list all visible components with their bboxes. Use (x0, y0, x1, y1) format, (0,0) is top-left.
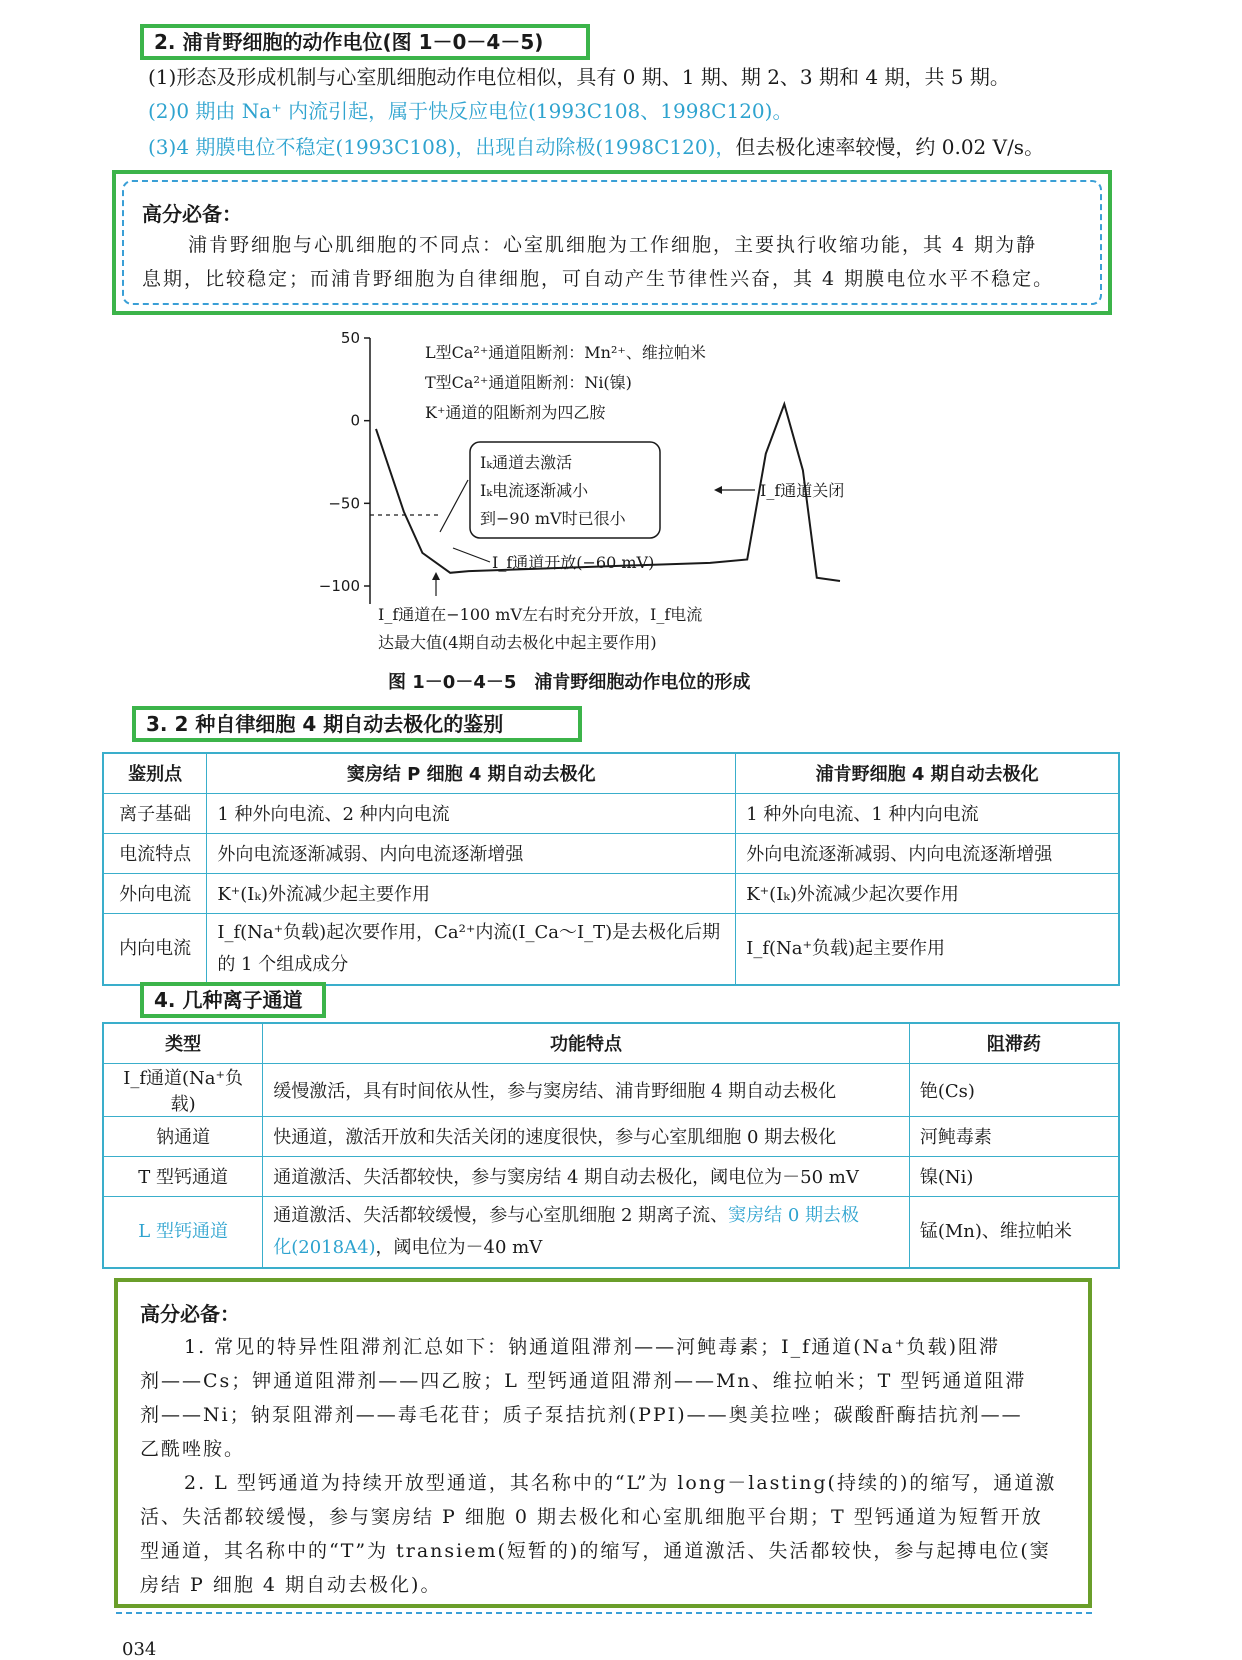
tip-box-2-title: 高分必备： (140, 1302, 240, 1326)
table-cell: I_f(Na⁺负载)起次要作用，Ca²⁺内流(I_Ca～I_T)是去极化后期的 1 个组成成分 (207, 913, 736, 985)
table4-header: 类型 (103, 1023, 263, 1063)
table-cell: 镍(Ni) (909, 1156, 1119, 1196)
section2-heading: 2. 浦肯野细胞的动作电位(图 1－0－4－5) (140, 24, 590, 60)
table4-header-row (103, 1023, 1119, 1063)
figure-caption: 图 1－0－4－5 浦肯野细胞动作电位的形成 (388, 672, 751, 693)
table-cell: 快通道，激活开放和失活关闭的速度很快，参与心室肌细胞 0 期去极化 (263, 1116, 910, 1156)
table-row (103, 913, 1119, 985)
tip-box-1 (112, 170, 1112, 315)
tip-box-2-bottom-dash (116, 1612, 1092, 1614)
tip-box-2-line: 活、失活都较缓慢，参与窦房结 P 细胞 0 期去极化和心室肌细胞平台期；T 型钙通道为短暂开放 (140, 1506, 1043, 1528)
table-cell: 外向电流逐渐减弱、内向电流逐渐增强 (207, 833, 736, 873)
table-row (103, 1196, 1119, 1268)
table-cell: 铯(Cs) (909, 1063, 1119, 1116)
table-cell: 通道激活、失活都较快，参与窦房结 4 期自动去极化，阈电位为－50 mV (263, 1156, 910, 1196)
table-row (103, 1063, 1119, 1116)
y-tick-label: 50 (340, 329, 360, 347)
table-cell: I_f(Na⁺负载)起主要作用 (736, 913, 1119, 985)
section2-p3-blue: (3)4 期膜电位不稳定(1993C108)，出现自动除极(1998C120)， (148, 135, 736, 159)
table-cell: 河鲀毒素 (909, 1116, 1119, 1156)
y-tick-label: 0 (350, 411, 360, 430)
tip-box-1-title: 高分必备： (142, 202, 242, 226)
open-arrow (453, 548, 490, 562)
table-cell: 缓慢激活，具有时间依从性，参与窦房结、浦肯野细胞 4 期自动去极化 (263, 1063, 910, 1116)
tip-box-2-line: 型通道，其名称中的“T”为 transiem(短暂的)的缩写，通道激活、失活都较快，参与起搏电位(窦 (140, 1540, 1051, 1562)
tip-box-2-line: 乙酰唑胺。 (140, 1438, 246, 1460)
table-cell: 1 种外向电流、2 种内向电流 (207, 793, 736, 833)
tip-box-2-line: 房结 P 细胞 4 期自动去极化)。 (140, 1574, 442, 1596)
table-cell: 1 种外向电流、1 种内向电流 (736, 793, 1119, 833)
bottom-arrowhead (432, 572, 440, 580)
table-cell: 电流特点 (103, 833, 207, 873)
tip-box-2-line: 剂——Ni；钠泵阻滞剂——毒毛花苷；质子泵拮抗剂(PPI)——奥美拉唑；碳酸酐酶拮抗剂—— (140, 1404, 1023, 1426)
func-part-b: 窦房结 0 期去极 (728, 1204, 860, 1226)
table-row (103, 873, 1119, 913)
table3-header-row (103, 753, 1119, 793)
table-cell: 外向电流逐渐减弱、内向电流逐渐增强 (736, 833, 1119, 873)
table3-header: 鉴别点 (103, 753, 207, 793)
func-part-c: 化(2018A4) (273, 1236, 376, 1258)
close-arrowhead (714, 486, 722, 494)
func-part-d: ，阈电位为－40 mV (375, 1236, 543, 1258)
table-cell: K⁺(Iₖ)外流减少起主要作用 (207, 873, 736, 913)
bottom-annotation-1: I_f通道在−100 mV左右时充分开放，I_f电流 (378, 605, 703, 624)
blocker-text-3: K⁺通道的阻断剂为四乙胺 (425, 403, 606, 422)
ik-callout-1: Iₖ通道去激活 (480, 453, 573, 472)
table-row (103, 1156, 1119, 1196)
table3-header: 浦肯野细胞 4 期自动去极化 (736, 753, 1119, 793)
callout-arrow (440, 480, 468, 532)
table-cell: 内向电流 (103, 913, 207, 985)
table-row (103, 793, 1119, 833)
section2-p2: (2)0 期由 Na⁺ 内流引起，属于快反应电位(1993C108、1998C120)。 (148, 99, 793, 123)
tip-box-2-line: 2. L 型钙通道为持续开放型通道，其名称中的“L”为 long－lasting(持续的)的缩写，通道激 (184, 1472, 1057, 1494)
table-cell-mixed (263, 1196, 910, 1268)
if-open-label: I_f通道开放(−60 mV) (492, 553, 655, 572)
table-cell: T 型钙通道 (103, 1156, 263, 1196)
pacemaker-comparison-table (102, 752, 1120, 986)
table4-header: 功能特点 (263, 1023, 910, 1063)
y-tick-label: −50 (328, 494, 360, 513)
table4-header: 阻滞药 (909, 1023, 1119, 1063)
table3-header: 窦房结 P 细胞 4 期自动去极化 (207, 753, 736, 793)
table-cell: 钠通道 (103, 1116, 263, 1156)
section2-p1: (1)形态及形成机制与心室肌细胞动作电位相似，具有 0 期、1 期、期 2、3 期和 4 期，共 5 期。 (148, 65, 1010, 89)
section2-p3 (148, 132, 1044, 162)
table-cell: K⁺(Iₖ)外流减少起次要作用 (736, 873, 1119, 913)
page-number: 034 (122, 1639, 157, 1660)
tip-box-1-line2: 息期，比较稳定；而浦肯野细胞为自律细胞，可自动产生节律性兴奋，其 4 期膜电位水平不稳定。 (142, 268, 1055, 290)
table-cell: L 型钙通道 (103, 1196, 263, 1268)
tip-box-2-line: 剂——Cs；钾通道阻滞剂——四乙胺；L 型钙通道阻滞剂——Mn、维拉帕米；T 型钙通道阻滞 (140, 1370, 1027, 1392)
section4-heading: 4. 几种离子通道 (140, 982, 326, 1018)
y-tick-label: −100 (318, 577, 360, 595)
ion-channel-table (102, 1022, 1120, 1269)
table-row (103, 1116, 1119, 1156)
ik-callout-2: Iₖ电流逐渐减小 (480, 481, 589, 500)
action-potential-chart (310, 320, 910, 680)
ik-callout-3: 到−90 mV时已很小 (480, 509, 626, 528)
tip-box-1-line1: 浦肯野细胞与心肌细胞的不同点：心室肌细胞为工作细胞，主要执行收缩功能，其 4 期为静 (188, 234, 1038, 256)
func-part-a: 通道激活、失活都较缓慢，参与心室肌细胞 2 期离子流、 (273, 1204, 729, 1226)
table-cell: I_f通道(Na⁺负载) (103, 1063, 263, 1116)
blocker-text-1: L型Ca²⁺通道阻断剂：Mn²⁺、维拉帕米 (425, 343, 706, 362)
bottom-annotation-2: 达最大值(4期自动去极化中起主要作用) (378, 633, 657, 652)
section3-heading: 3. 2 种自律细胞 4 期自动去极化的鉴别 (132, 706, 582, 742)
table-cell: 外向电流 (103, 873, 207, 913)
table-row (103, 833, 1119, 873)
tip-box-2 (114, 1278, 1092, 1608)
if-close-label: I_f通道关闭 (760, 481, 845, 500)
section2-p3-black: 但去极化速率较慢，约 0.02 V/s。 (735, 135, 1045, 159)
table-cell: 锰(Mn)、维拉帕米 (909, 1196, 1119, 1268)
tip-box-2-line: 1. 常见的特异性阻滞剂汇总如下：钠通道阻滞剂——河鲀毒素；I_f通道(Na⁺负载)阻滞 (184, 1336, 1001, 1358)
blocker-text-2: T型Ca²⁺通道阻断剂：Ni(镍) (425, 373, 632, 392)
table-cell: 离子基础 (103, 793, 207, 833)
